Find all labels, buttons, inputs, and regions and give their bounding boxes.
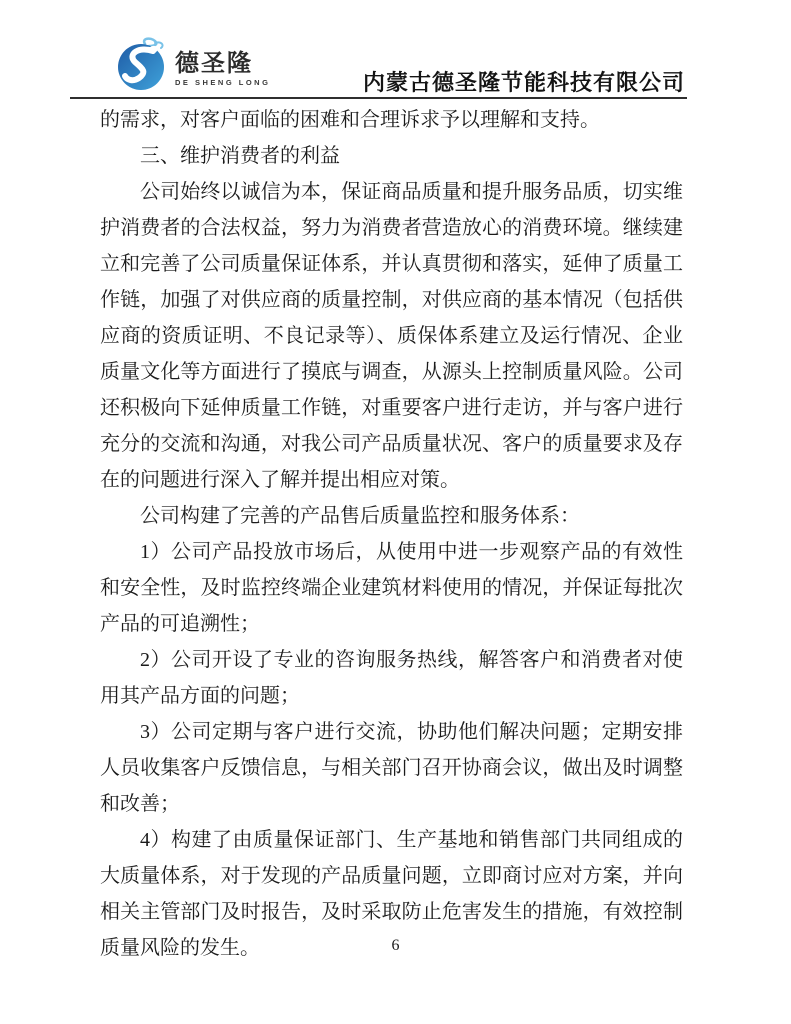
dragon-s-icon <box>115 36 171 92</box>
logo-wordmark <box>175 52 270 87</box>
document-body <box>100 102 683 966</box>
paragraph: 公司构建了完善的产品售后质量监控和服务体系： <box>140 505 580 527</box>
paragraph: 三、维护消费者的利益 <box>140 145 340 167</box>
paragraph: 公司始终以诚信为本，保证商品质量和提升服务品质，切实维护消费者的合法权益，努力为消费者营造放心的消费环境。继续建立和完善了公司质量保证体系，并认真贯彻和落实，延伸了质量工作链，加强了对供应商的质量控制，对供应商的基本情况（包括供应商的资质证明、不良记录等）、质保体系建立及运行情况、企业质量文化等方面进行了摸底与调查，从源头上控制质量风险。公司还积极向下延伸质量工作链，对重要客户进行走访，并与客户进行充分的交流和沟通，对我公司产品质量状况、客户的质量要求及存在的问题进行深入了解并提出相应对策。 <box>100 181 683 491</box>
page-number: 6 <box>391 937 400 954</box>
paragraph: 1）公司产品投放市场后，从使用中进一步观察产品的有效性和安全性，及时监控终端企业建筑材料使用的情况，并保证每批次产品的可追溯性； <box>100 541 683 635</box>
paragraph: 2）公司开设了专业的咨询服务热线，解答客户和消费者对使用其产品方面的问题； <box>100 649 683 707</box>
paragraph: 3）公司定期与客户进行交流，协助他们解决问题；定期安排人员收集客户反馈信息，与相关部门召开协商会议，做出及时调整和改善； <box>100 721 683 815</box>
logo-brand-cn: 德圣隆 <box>175 50 253 77</box>
paragraph: 的需求，对客户面临的困难和合理诉求予以理解和支持。 <box>100 109 600 131</box>
header-divider <box>70 97 687 99</box>
company-name: 内蒙古德圣隆节能科技有限公司 <box>362 70 685 95</box>
logo-brand-en: DE SHENG LONG <box>175 78 271 87</box>
paragraph: 4）构建了由质量保证部门、生产基地和销售部门共同组成的大质量体系，对于发现的产品质量问题，立即商讨应对方案，并向相关主管部门及时报告，及时采取防止危害发生的措施，有效控制质量风险的发生。 <box>100 829 683 959</box>
company-logo <box>115 36 270 92</box>
